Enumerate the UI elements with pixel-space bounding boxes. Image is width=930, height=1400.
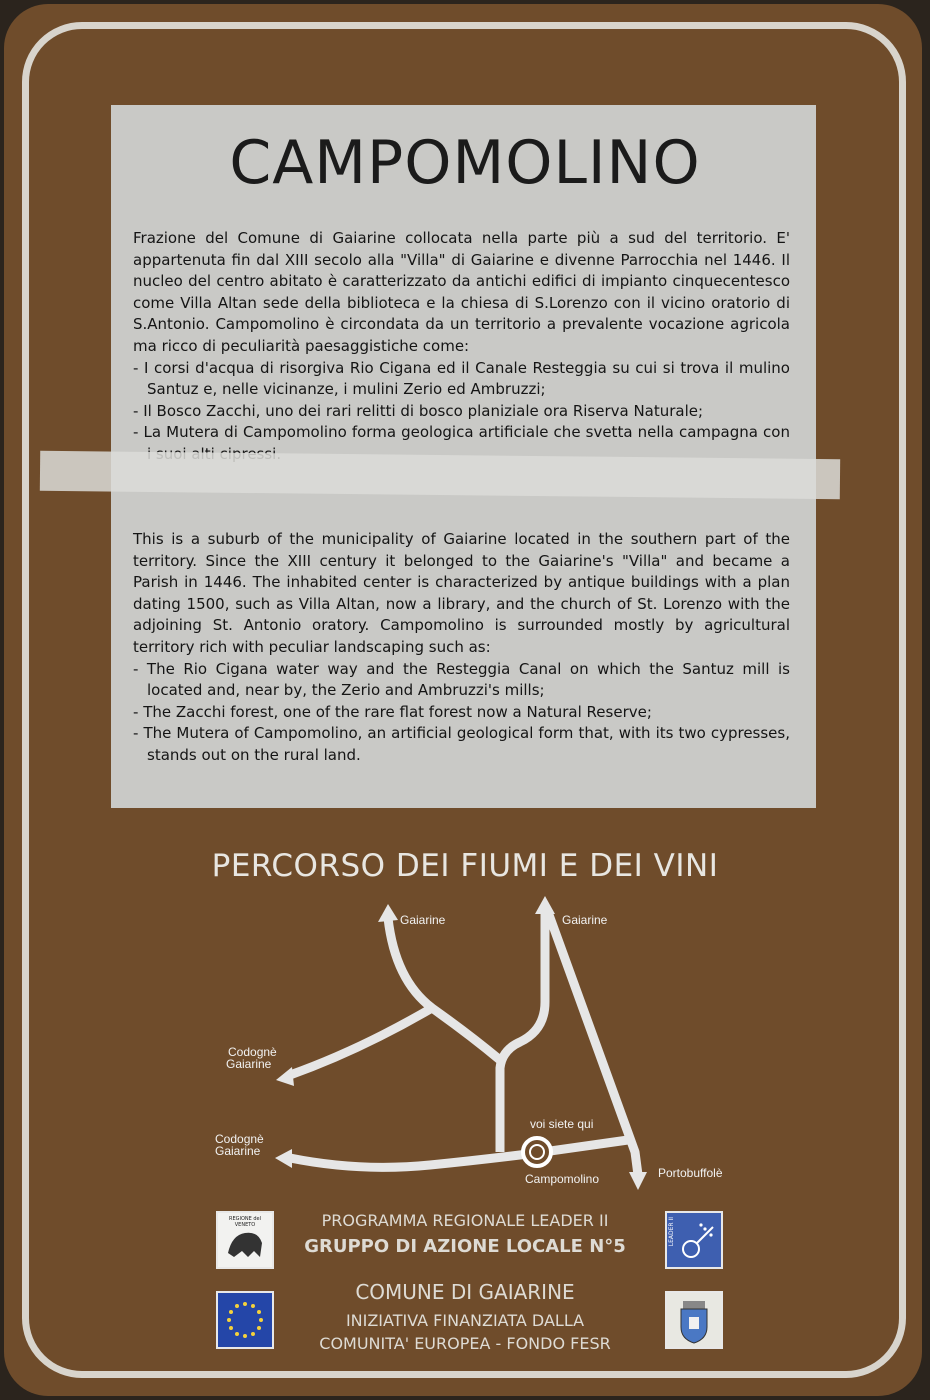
route-title: PERCORSO DEI FIUMI E DEI VINI [211, 848, 719, 884]
italian-intro: Frazione del Comune di Gaiarine collocata nella parte più a sud del territorio. E' appartenuta fin dal XIII secolo alla "Villa" di Gaiarine e divenne Parrocchia nel 1446. Il nucleo del centro abitato è caratterizzato da antichi edifici di impianto cinquecentesco come Villa Altan sede della biblioteca e la chiesa di S.Lorenzo con il vicino oratorio di S.Antonio. Campomolino è circondata da un territorio a prevalente vocazione agricola ma ricco di peculiarità paesaggistiche come: [133, 229, 790, 355]
label-codogne-lower-2: Gaiarine [215, 1144, 261, 1158]
arrow-down [629, 1172, 647, 1190]
tape-strip [40, 451, 840, 499]
arrow-up-left [378, 904, 398, 922]
english-list [133, 659, 790, 767]
eu-flag-logo [216, 1291, 274, 1349]
english-item: - The Zacchi forest, one of the rare flat forest now a Natural Reserve; [133, 702, 790, 724]
footer-line-5: COMUNITA' EUROPEA - FONDO FESR [319, 1334, 611, 1353]
italian-item: - Il Bosco Zacchi, uno dei rari relitti di bosco planiziale ora Riserva Naturale; [133, 401, 790, 423]
road-north [500, 910, 545, 1152]
road-codogne-upper [290, 1008, 432, 1075]
italian-list [133, 358, 790, 466]
english-item: - The Mutera of Campomolino, an artificial geological form that, with its two cypresses, stands out on the rural land. [133, 723, 790, 766]
footer-line-3: COMUNE DI GAIARINE [355, 1280, 575, 1304]
arrow-left-upper [276, 1067, 294, 1086]
english-intro: This is a suburb of the municipality of Gaiarine located in the southern part of the territory. Since the XIII century it belonged to the Gaiarine's "Villa" and became a Parish in 1446. The inhabited center is characterized by antique buildings with a plan dating 1500, such as Villa Altan, now a library, and the church of St. Lorenzo with the adjoining St. Antonio oratory. Campomolino is surrounded mostly by agricultural territory rich with peculiar landscaping such as: [133, 530, 790, 656]
italian-item: - La Mutera di Campomolino forma geologica artificiale che svetta nella campagna con [133, 422, 790, 465]
road-portobuffole [548, 912, 638, 1175]
label-codogne-upper-2: Gaiarine [226, 1057, 272, 1071]
english-text [133, 529, 790, 767]
footer-line-2: GRUPPO DI AZIONE LOCALE N°5 [304, 1236, 626, 1257]
arrow-left-lower [275, 1149, 292, 1168]
regione-veneto-text: REGIONE del VENETO [228, 1216, 262, 1228]
road-main [290, 1140, 628, 1167]
leader-ii-text: LEADER II [668, 1217, 675, 1247]
footer-line-1: PROGRAMMA REGIONALE LEADER II [321, 1211, 609, 1230]
gaiarine-coat-of-arms-logo [665, 1291, 723, 1349]
coat-of-arms-icon [667, 1293, 721, 1347]
road-northwest [388, 918, 500, 1060]
label-you-are-here: voi siete qui [530, 1117, 594, 1131]
sign-title: CAMPOMOLINO [229, 128, 701, 198]
label-gaiarine-right: Gaiarine [562, 913, 608, 927]
footer-line-4: INIZIATIVA FINANZIATA DALLA [345, 1311, 585, 1330]
label-campomolino: Campomolino [525, 1172, 600, 1186]
route-map [0, 890, 930, 1200]
label-codogne-lower: Codognè [215, 1132, 264, 1146]
you-are-here-marker [523, 1138, 551, 1166]
eu-stars-icon [218, 1293, 272, 1347]
label-gaiarine-left: Gaiarine [400, 913, 446, 927]
arrow-up-right [535, 896, 555, 914]
label-codogne-upper: Codognè [228, 1045, 277, 1059]
label-portobuffole: Portobuffolè [658, 1166, 723, 1180]
italian-item: - I corsi d'acqua di risorgiva Rio Cigana ed il Canale Resteggia su cui si trova il mulino Santuz e, nelle vicinanze, i mulini Zerio ed Ambruzzi; [133, 358, 790, 401]
english-item: - The Rio Cigana water way and the Resteggia Canal on which the Santuz mill is located and, near by, the Zerio and Ambruzzi's mills; [133, 659, 790, 702]
italian-text [133, 228, 790, 466]
